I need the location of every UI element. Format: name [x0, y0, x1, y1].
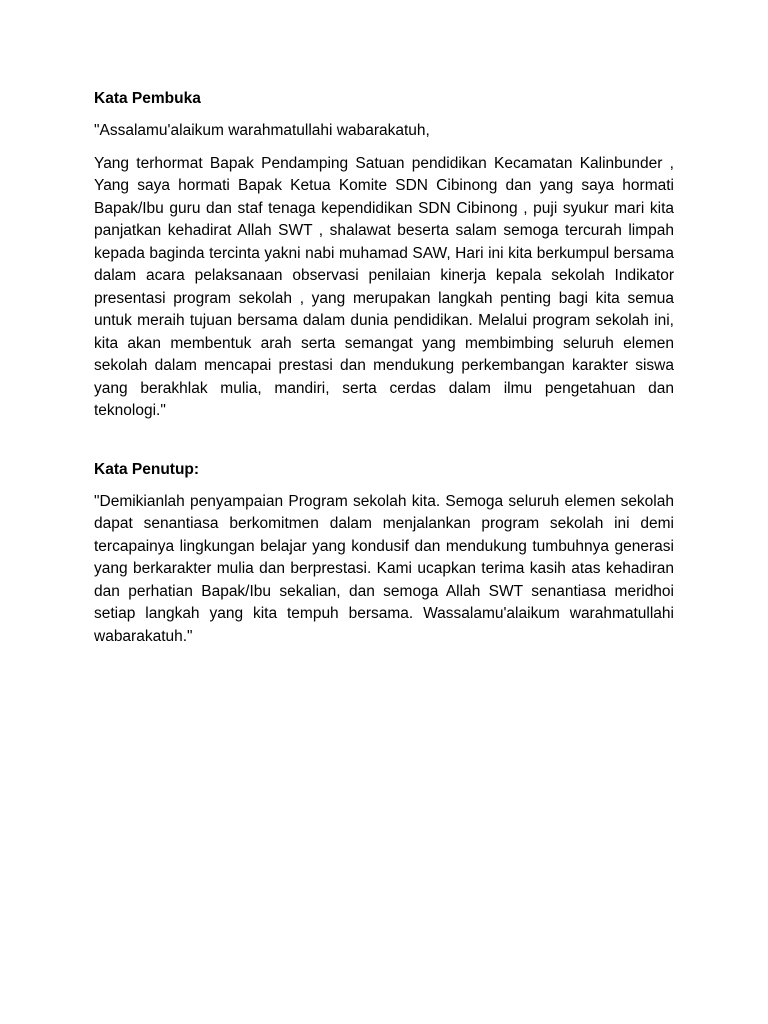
opening-greeting: "Assalamu'alaikum warahmatullahi wabarakatuh, — [94, 122, 430, 139]
opening-section — [94, 88, 674, 423]
closing-heading: Kata Penutup: — [94, 460, 200, 478]
closing-section — [94, 459, 674, 649]
opening-body: Yang terhormat Bapak Pendamping Satuan pendidikan Kecamatan Kalinbunder , Yang saya hormati Bapak Ketua Komite SDN Cibinong dan yang saya hormati Bapak/Ibu guru dan staf tenaga kependidikan SDN Cibinong , puji syukur mari kita panjatkan kehadirat Allah SWT , shalawat beserta salam semoga tercurah limpah kepada baginda tercinta yakni nabi muhamad SAW, Hari ini kita berkumpul bersama dalam acara pelaksanaan observasi penilaian kinerja kepala sekolah Indikator presentasi program sekolah , yang merupakan langkah penting bagi kita semua untuk meraih tujuan bersama dalam dunia pendidikan. Melalui program sekolah ini, kita akan membentuk arah serta semangat yang membimbing seluruh elemen sekolah dalam mencapai prestasi dan mendukung perkembangan karakter siswa yang berakhlak mulia, mandiri, serta cerdas dalam ilmu pengetahuan dan teknologi." — [94, 154, 674, 419]
opening-heading: Kata Pembuka — [94, 90, 201, 107]
closing-body: "Demikianlah penyampaian Program sekolah kita. Semoga seluruh elemen sekolah dapat senantiasa berkomitmen dalam menjalankan program sekolah ini demi tercapainya lingkungan belajar yang kondusif dan mendukung tumbuhnya generasi yang berkarakter mulia dan berprestasi. Kami ucapkan terima kasih atas kehadiran dan perhatian Bapak/Ibu sekalian, dan semoga Allah SWT senantiasa meridhoi setiap langkah yang kita tempuh bersama. Wassalamu'alaikum warahmatullahi wabarakatuh." — [94, 492, 674, 645]
document-page — [94, 88, 674, 648]
